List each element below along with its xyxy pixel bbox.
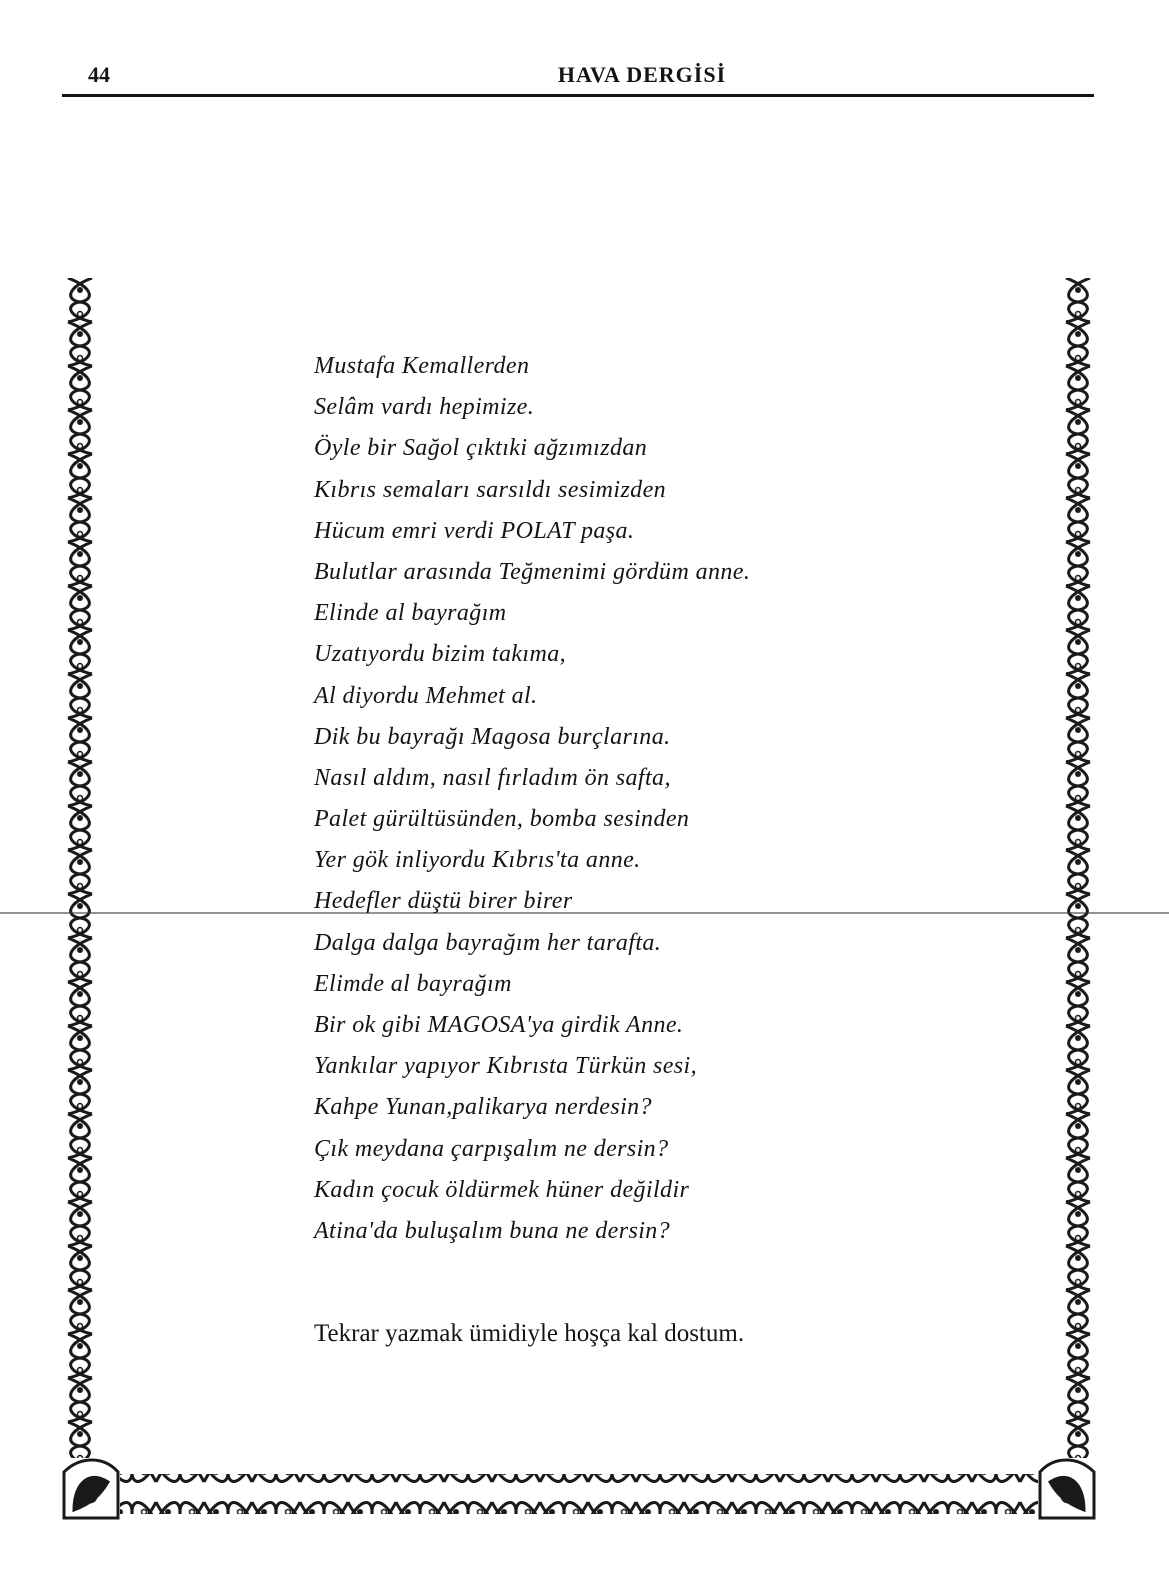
- poem-line: Kıbrıs semaları sarsıldı sesimizden: [314, 476, 667, 503]
- closing-line: Tekrar yazmak ümidiyle hoşça kal dostum.: [314, 1320, 745, 1347]
- ornamental-border-right: [1058, 278, 1098, 1458]
- journal-title: HAVA DERGİSİ: [557, 62, 727, 87]
- poem-line: Bir ok gibi MAGOSA'ya girdik Anne.: [314, 1012, 684, 1038]
- poem-line: Uzatıyordu bizim takıma,: [314, 641, 567, 668]
- corner-ornament-left: [64, 1460, 118, 1518]
- poem-line: Dik bu bayrağı Magosa burçlarına.: [314, 723, 671, 750]
- poem-line: Öyle bir Sağol çıktıki ağzımızdan: [314, 435, 648, 462]
- corner-ornament-right: [1040, 1460, 1094, 1518]
- poem-line: Yankılar yapıyor Kıbrısta Türkün sesi,: [314, 1053, 698, 1080]
- poem-line: Palet gürültüsünden, bomba sesinden: [314, 806, 690, 833]
- poem-line: Atina'da buluşalım buna ne dersin?: [314, 1217, 671, 1244]
- poem-line: Hedefler düştü birer birer: [314, 888, 573, 915]
- poem-line: Elimde al bayrağım: [314, 970, 512, 997]
- poem-line: Kadın çocuk öldürmek hüner değildir: [314, 1176, 690, 1203]
- poem-line: Selâm vardı hepimize.: [314, 394, 535, 421]
- poem: [314, 348, 934, 1254]
- poem-line: Yer gök inliyordu Kıbrıs'ta anne.: [314, 847, 641, 874]
- poem-line: Dalga dalga bayrağım her tarafta.: [314, 929, 662, 956]
- page-header: [62, 62, 1094, 98]
- ornamental-border-left: [60, 278, 100, 1458]
- poem-line: Nasıl aldım, nasıl fırladım ön safta,: [314, 764, 671, 791]
- poem-line: Çık meydana çarpışalım ne dersin?: [314, 1135, 669, 1162]
- poem-line: Mustafa Kemallerden: [314, 353, 530, 379]
- poem-line: Bulutlar arasında Teğmenimi gördüm anne.: [314, 558, 751, 585]
- ornamental-border-bottom: [60, 1452, 1098, 1522]
- page-number: 44: [88, 62, 110, 87]
- poem-line: Kahpe Yunan,palikarya nerdesin?: [314, 1094, 652, 1121]
- header-rule: [62, 94, 1094, 97]
- poem-line: Elinde al bayrağım: [314, 600, 507, 627]
- poem-line: Hücum emri verdi POLAT paşa.: [314, 517, 635, 544]
- poem-line: Al diyordu Mehmet al.: [314, 682, 538, 709]
